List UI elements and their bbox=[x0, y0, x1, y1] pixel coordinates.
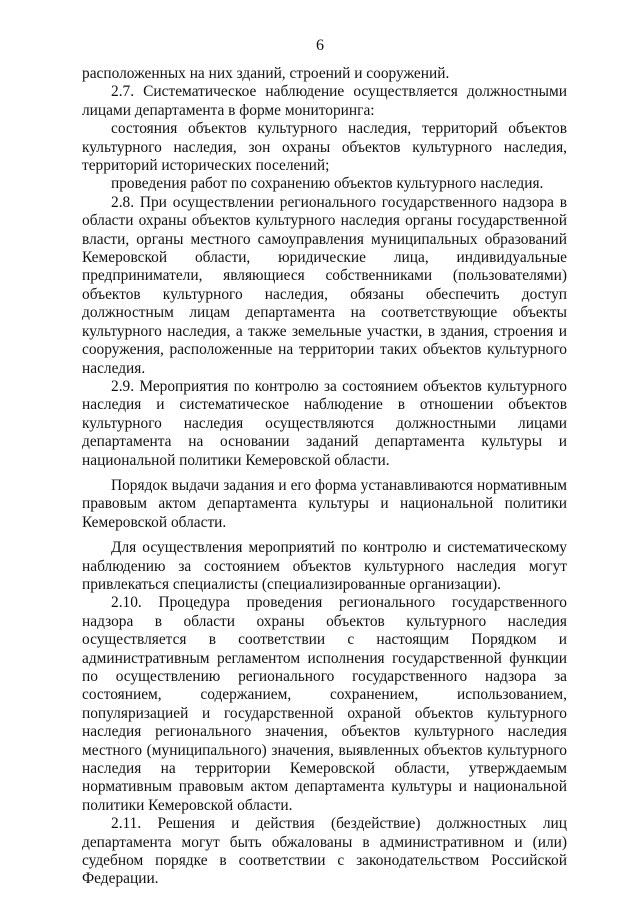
paragraph-2-10: 2.10. Процедура проведения регионального государственного надзора в области охраны объектов культурного наследия осуществляется в соответствии с настоящим Порядком и административным регламентом исполнения государственной функции по осуществлению регионального государственного надзора за состоянием, содержанием, сохранением, использованием, популяризацией и государственной охраной объектов культурного наследия регионального значения, объектов культурного наследия местного (муниципального) значения, выявленных объектов культурного наследия на территории Кемеровской области, утверждаемым нормативным правовым актом департамента культуры и национальной политики Кемеровской области. bbox=[82, 594, 567, 814]
paragraph-continuation: расположенных на них зданий, строений и сооружений. bbox=[82, 65, 450, 82]
page-number: 6 bbox=[316, 37, 324, 54]
paragraph-2-7: 2.7. Систематическое наблюдение осуществляется должностными лицами департамента в форме мониторинга: bbox=[82, 83, 567, 119]
paragraph-2-9: 2.9. Мероприятия по контролю за состоянием объектов культурного наследия и систематическое наблюдение в отношении объектов культурного наследия осуществляются должностными лицами департамента на основании заданий департамента культуры и национальной политики Кемеровской области. bbox=[82, 377, 567, 469]
paragraph-monitoring-works: проведения работ по сохранению объектов культурного наследия. bbox=[111, 175, 544, 193]
paragraph-2-8: 2.8. При осуществлении регионального государственного надзора в области охраны объектов культурного наследия органы государственной власти, органы местного самоуправления муниципальных образований Кемеровской области, юридические лица, индивидуальные предприниматели, являющиеся собственниками (пользователями) объектов культурного наследия, обязаны обеспечить доступ должностным лицам департамента на соответствующие объекты культурного наследия, а также земельные участки, в здания, строения и сооружения, расположенные на территории таких объектов культурного наследия. bbox=[82, 193, 567, 377]
paragraph-assignment-procedure: Порядок выдачи задания и его форма устанавливаются нормативным правовым актом департамента культуры и национальной политики Кемеровской области. bbox=[82, 476, 567, 531]
paragraph-monitoring-state: состояния объектов культурного наследия, территорий объектов культурного наследия, зон охраны объектов культурного наследия, территорий исторических поселений; bbox=[82, 120, 567, 175]
paragraph-2-11: 2.11. Решения и действия (бездействие) должностных лиц департамента могут быть обжалованы в административном и (или) судебном порядке в соответствии с законодательством Российской Федерации. bbox=[82, 815, 567, 888]
paragraph-specialists: Для осуществления мероприятий по контролю и систематическому наблюдению за состоянием объектов культурного наследия могут привлекаться специалисты (специализированные организации). bbox=[82, 539, 567, 593]
document-body bbox=[82, 65, 567, 889]
